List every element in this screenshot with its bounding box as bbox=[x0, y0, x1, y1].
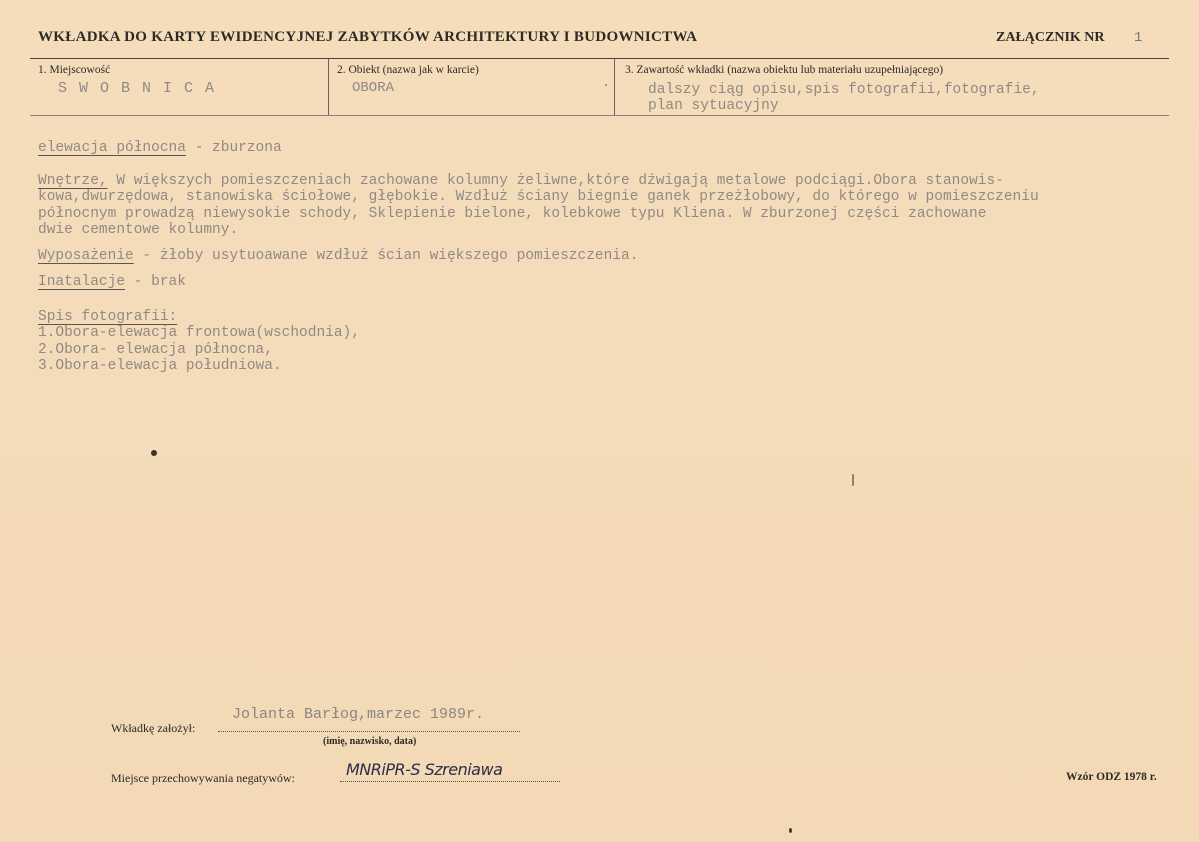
equipment-heading: Wyposażenie bbox=[38, 248, 134, 264]
annex-number: 1 bbox=[1134, 30, 1143, 46]
installations-line bbox=[38, 274, 186, 290]
photo-list-item: 3.Obora-elewacja południowa. bbox=[38, 358, 282, 374]
annex-label: ZAŁĄCZNIK NR bbox=[996, 30, 1105, 45]
fields-divider bbox=[30, 115, 1169, 116]
card-title: WKŁADKA DO KARTY EWIDENCYJNEJ ZABYTKÓW ARCHITEKTURY I BUDOWNICTWA bbox=[38, 29, 698, 45]
field-contents-label: 3. Zawartość wkładki (nazwa obiektu lub materiału uzupełniającego) bbox=[625, 64, 944, 76]
interior-line-1 bbox=[38, 173, 1004, 189]
installations-text: - brak bbox=[125, 274, 186, 290]
header-divider bbox=[30, 58, 1169, 59]
ink-speck bbox=[852, 474, 854, 486]
north-elevation-heading: elewacja północna bbox=[38, 140, 186, 156]
author-hint: (imię, nazwisko, data) bbox=[323, 736, 417, 747]
author-value: Jolanta Barłog,marzec 1989r. bbox=[232, 706, 485, 723]
stray-mark: · bbox=[602, 78, 611, 94]
field-divider-2 bbox=[614, 59, 615, 115]
ink-speck bbox=[789, 828, 792, 833]
interior-line-2: kowa,dwurzędowa, stanowiska ściołowe, głębokie. Wzdłuż ściany biegnie ganek przeżłobowy, do którego w pomieszczeniu bbox=[38, 189, 1039, 205]
interior-line-4: dwie cementowe kolumny. bbox=[38, 222, 239, 238]
field-object-value: OBORA bbox=[352, 80, 395, 96]
field-object-label: 2. Obiekt (nazwa jak w karcie) bbox=[337, 64, 479, 76]
form-code: Wzór ODZ 1978 r. bbox=[1066, 771, 1157, 783]
equipment-line bbox=[38, 248, 638, 264]
field-location-value: SWOBNICA bbox=[58, 80, 227, 97]
interior-line-3: północnym prowadzą niewysokie schody, Sklepienie bielone, kolebkowe typu Kliena. W zburzonej części zachowane bbox=[38, 206, 987, 222]
north-elevation-line bbox=[38, 140, 282, 156]
photo-list-heading: Spis fotografii: bbox=[38, 309, 178, 325]
equipment-text: - żłoby usytuoawane wzdłuż ścian większego pomieszczenia. bbox=[133, 248, 639, 264]
interior-heading: Wnętrze, bbox=[38, 173, 108, 189]
interior-text-1: W większych pomieszczeniach zachowane kolumny żeliwne,które dźwigają metalowe podciągi.Obora stanowis- bbox=[107, 173, 1004, 189]
installations-heading: Inatalacje bbox=[38, 274, 126, 290]
negatives-label: Miejsce przechowywania negatywów: bbox=[111, 771, 295, 785]
field-location-label: 1. Miejscowość bbox=[38, 64, 111, 76]
field-divider-1 bbox=[328, 59, 329, 115]
negatives-dotted-line bbox=[340, 781, 560, 782]
ink-speck bbox=[151, 450, 157, 456]
field-contents-value: dalszy ciąg opisu,spis fotografii,fotografie, plan sytuacyjny bbox=[648, 82, 1040, 114]
author-dotted-line bbox=[218, 731, 520, 732]
author-label: Wkładkę założył: bbox=[111, 721, 196, 735]
photo-list-item: 2.Obora- elewacja północna, bbox=[38, 342, 273, 358]
negatives-value: MNRiPR-S Szreniawa bbox=[346, 760, 503, 779]
north-elevation-text: - zburzona bbox=[185, 140, 282, 156]
photo-list-item: 1.Obora-elewacja frontowa(wschodnia), bbox=[38, 325, 360, 341]
